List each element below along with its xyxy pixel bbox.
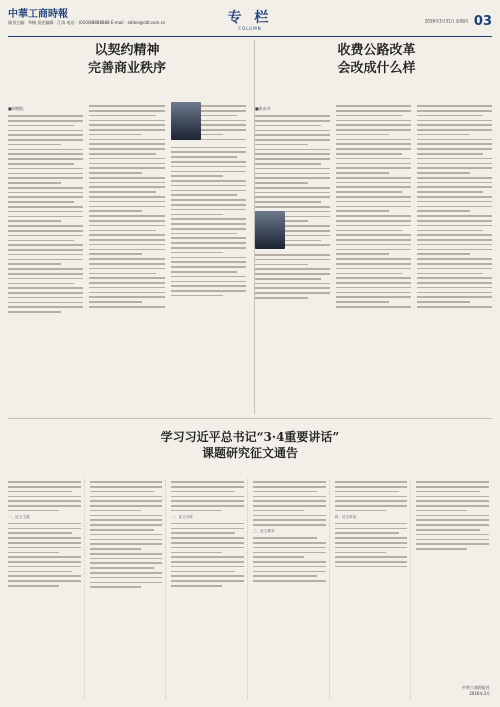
notice-col-6 xyxy=(416,478,492,699)
notice-col-1 xyxy=(8,478,85,699)
left-article xyxy=(8,40,246,414)
left-col-3 xyxy=(171,102,246,414)
right-headline-line2: 会改成什么样 xyxy=(337,61,416,76)
notice-section-2: 二、征文对象 xyxy=(171,514,193,519)
left-byline: ■胡德松 xyxy=(8,106,24,111)
notice-col-3 xyxy=(171,478,248,699)
left-article-body xyxy=(8,102,246,414)
notice-section-4: 四、征文时间 xyxy=(334,514,357,519)
left-col-1 xyxy=(8,102,83,414)
masthead-info: 副刊主编：李楠 责任编辑：江涛 电话：(010)88888888 E-mail：editor@cbt.com.cn xyxy=(8,20,166,25)
newspaper-name xyxy=(8,9,165,26)
notice-body xyxy=(8,478,492,699)
right-byline: ■张东升 xyxy=(255,106,271,111)
notice-subtitle: 课题研究征文通告 xyxy=(201,446,298,460)
left-headline xyxy=(8,42,246,78)
right-col-3 xyxy=(417,102,492,414)
author-photo-right xyxy=(255,211,285,249)
notice-section-1: 一、征文主题 xyxy=(8,514,30,519)
notice-sign: 中华工商时报社 xyxy=(462,685,490,690)
right-headline-line1: 收费公路改革 xyxy=(337,43,416,58)
notice-banner xyxy=(8,418,492,477)
right-article xyxy=(254,40,492,414)
notice-signature xyxy=(462,685,490,697)
right-col-1 xyxy=(255,102,330,414)
section-subtitle: COLUMN xyxy=(238,26,262,31)
page-number: 03 xyxy=(473,14,492,29)
left-col-2 xyxy=(89,102,164,414)
notice-section-3: 三、征文要求 xyxy=(253,529,275,533)
issue-date: 2016年3月31日 星期四 xyxy=(424,18,468,24)
left-headline-line2: 完善商业秩序 xyxy=(87,61,166,76)
masthead xyxy=(8,8,492,37)
author-photo xyxy=(171,102,201,140)
notice-sign-date: 2016年3月 xyxy=(469,691,490,696)
right-col-2 xyxy=(336,102,411,414)
left-headline-line1: 以契约精神 xyxy=(94,43,160,58)
notice-col-2 xyxy=(90,478,167,699)
masthead-name: 中華工商時報 xyxy=(8,9,68,20)
right-headline xyxy=(261,42,492,78)
section-title: 专 栏 xyxy=(227,10,273,26)
notice-col-4 xyxy=(253,478,330,699)
notice-col-5 xyxy=(335,478,412,699)
issue-info xyxy=(425,14,492,29)
notice-title: 学习习近平总书记“3·4重要讲话” xyxy=(160,430,340,444)
right-article-body xyxy=(255,102,492,414)
page-section xyxy=(228,10,273,32)
